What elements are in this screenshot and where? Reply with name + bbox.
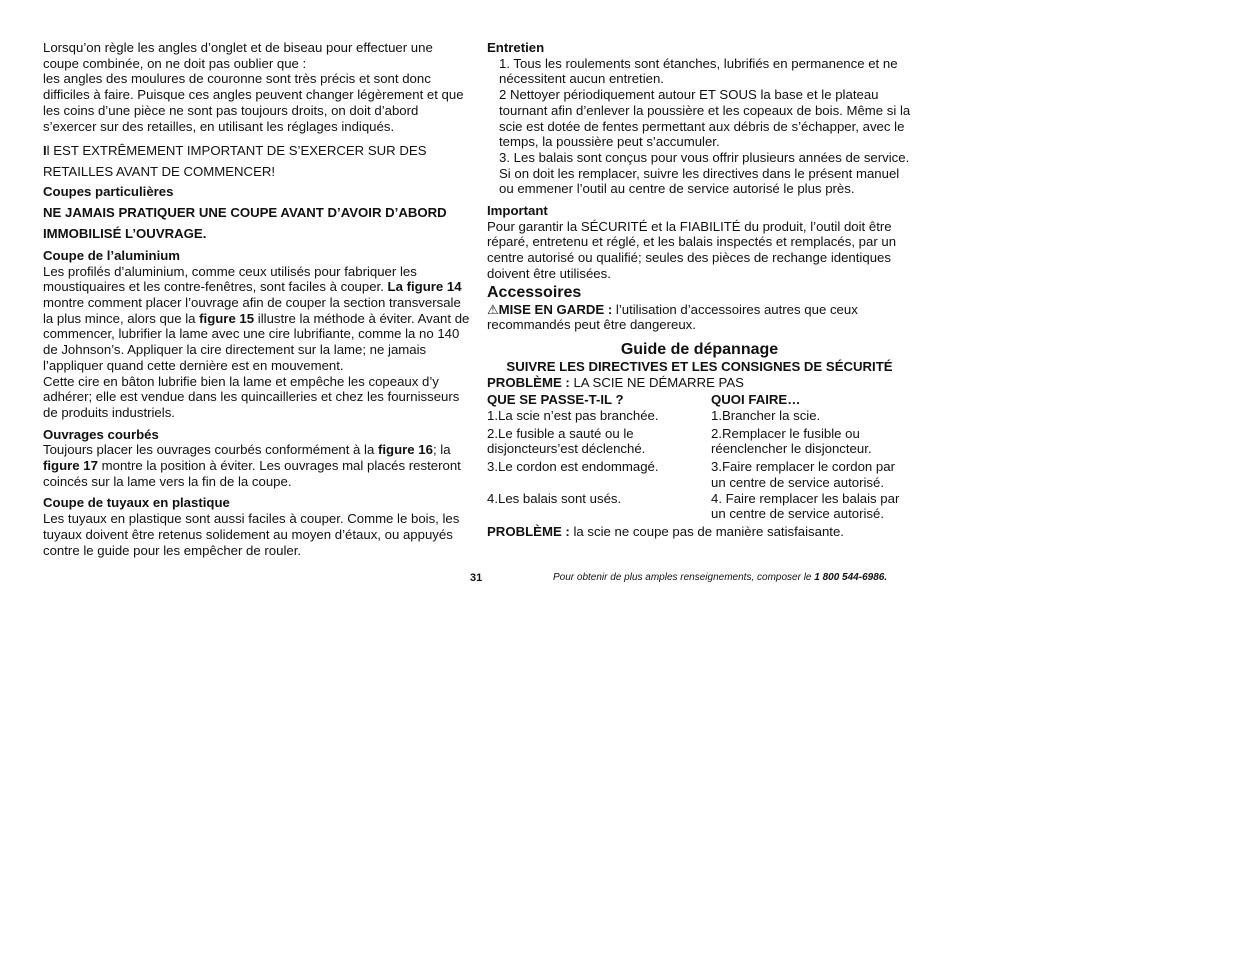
cause-cell: 3.Le cordon est endommagé. (487, 459, 659, 475)
remedy-cell: 4. Faire remplacer les balais par un centre de service autorisé. (711, 490, 900, 522)
remedy-cell: 1.Brancher la scie. (711, 408, 821, 424)
pipe-heading: Coupe de tuyaux en plastique (43, 495, 230, 511)
cause-column-header: QUE SE PASSE-T-IL ? (487, 392, 624, 408)
footer-contact: Pour obtenir de plus amples renseignements, composer le 1 800 544-6986. (553, 572, 888, 583)
troubleshooting-header-row (487, 392, 912, 408)
remedy-column-header: QUOI FAIRE… (711, 392, 801, 408)
maintenance-item: 3. Les balais sont conçus pour vous offrir plusieurs années de service. Si on doit les remplacer, suivre les directives dans le présent manuel ou emmener l’outil au centre de service autorisé le plus près. (499, 149, 910, 197)
important-heading: Important (487, 203, 548, 219)
maintenance-heading: Entretien (487, 40, 545, 55)
troubleshooting-row (487, 408, 912, 424)
curved-heading: Ouvrages courbés (43, 426, 159, 442)
cause-cell: 2.Le fusible a sauté ou le disjoncteurs’est déclenché. (487, 425, 646, 457)
right-column (487, 40, 912, 540)
maintenance-item: 2 Nettoyer périodiquement autour ET SOUS la base et le plateau tournant afin d’enlever la poussière et les copeaux de bois. Même si la scie est dotée de fentes permettant aux débris de s’échapper, avec le temps, la poussière peut s’accumuler. (499, 87, 911, 150)
curved-paragraph: Toujours placer les ouvrages courbés conformément à la figure 16; la figure 17 montre la position à éviter. Les ouvrages mal placés resteront coincés sur la lame vers la fin de la coupe. (43, 442, 461, 489)
safety-instructions-subheading: SUIVRE LES DIRECTIVES ET LES CONSIGNES DE SÉCURITÉ (506, 358, 893, 374)
problem-statement: PROBLÈME : LA SCIE NE DÉMARRE PAS (487, 374, 744, 390)
cause-cell: 1.La scie n’est pas branchée. (487, 408, 659, 424)
page-number: 31 (470, 572, 483, 584)
troubleshooting-row (487, 491, 912, 522)
maintenance-item: 1. Tous les roulements sont étanches, lubrifiés en permanence et ne nécessitent aucun entretien. (499, 55, 898, 87)
pipe-paragraph: Les tuyaux en plastique sont aussi faciles à couper. Comme le bois, les tuyaux doivent être retenus solidement au moyen d’étaux, ou appuyés contre le guide pour les empêcher de rouler. (43, 511, 460, 558)
wax-paragraph: Cette cire en bâton lubrifie bien la lame et empêche les copeaux d’y adhérer; elle est vendue dans les quincailleries et chez les fournisseurs de produits industriels. (43, 373, 460, 420)
phone-number: 1 800 544-6986. (814, 572, 888, 583)
remedy-cell: 3.Faire remplacer le cordon par un centre de service autorisé. (711, 459, 895, 490)
problem-statement-2: PROBLÈME : la scie ne coupe pas de manière satisfaisante. (487, 523, 844, 539)
troubleshooting-heading: Guide de dépannage (620, 340, 779, 358)
accessories-warning: ⚠MISE EN GARDE : l’utilisation d’accessoires autres que ceux recommandés peut être dangereux. (487, 301, 858, 333)
cause-cell: 4.Les balais sont usés. (487, 490, 622, 506)
troubleshooting-row (487, 426, 912, 457)
figure-15-ref: figure 15 (199, 310, 255, 326)
aluminum-paragraph: Les profilés d’aluminium, comme ceux utilisés pour fabriquer les moustiquaires et les contre-fenêtres, sont faciles à couper. La figure 14 montre comment placer l’ouvrage afin de couper la section transversale la plus mince, alors que la figure 15 illustre la méthode à éviter. Avant de commencer, lubrifier la lame avec une cire lubrifiante, comme la no 140 de Johnson’s. Appliquer la cire directement sur la lame; ne jamais l’appliquer quand cette dernière est en mouvement. (43, 263, 470, 373)
remedy-cell: 2.Remplacer le fusible ou réenclencher le disjoncteur. (711, 425, 872, 457)
figure-14-ref: La figure 14 (387, 279, 462, 295)
crown-molding-paragraph: les angles des moulures de couronne sont très précis et sont donc difficiles à faire. Puisque ces angles peuvent changer légèrement et que les coins d’une pièce ne sont pas toujours droits, on doit d’abord s’exercer sur des retailles, en utilisant les réglages indiqués. (43, 71, 464, 134)
troubleshooting-row (487, 459, 912, 490)
special-cuts-heading: Coupes particulières (43, 184, 174, 200)
figure-16-ref: figure 16 (378, 442, 433, 458)
secure-work-warning: NE JAMAIS PRATIQUER UNE COUPE AVANT D’AVOIR D’ABORD IMMOBILISÉ L’OUVRAGE. (43, 204, 447, 241)
practice-warning: Il EST EXTRÊMEMENT IMPORTANT DE S’EXERCER SUR DES RETAILLES AVANT DE COMMENCER! (43, 143, 427, 180)
intro-paragraph: Lorsqu’on règle les angles d’onglet et de biseau pour effectuer une coupe combinée, on ne doit pas oublier que : (43, 40, 433, 71)
accessories-heading: Accessoires (487, 283, 582, 301)
left-column (43, 40, 471, 558)
figure-17-ref: figure 17 (43, 458, 98, 474)
important-paragraph: Pour garantir la SÉCURITÉ et la FIABILITÉ du produit, l’outil doit être réparé, entretenu et réglé, et les balais inspectés et remplacés, par un centre autorisé ou qualifié; seules des pièces de rechange identiques doivent être utilisées. (487, 218, 897, 281)
warning-triangle-icon: ⚠ (487, 301, 499, 317)
aluminum-heading: Coupe de l’aluminium (43, 247, 181, 263)
